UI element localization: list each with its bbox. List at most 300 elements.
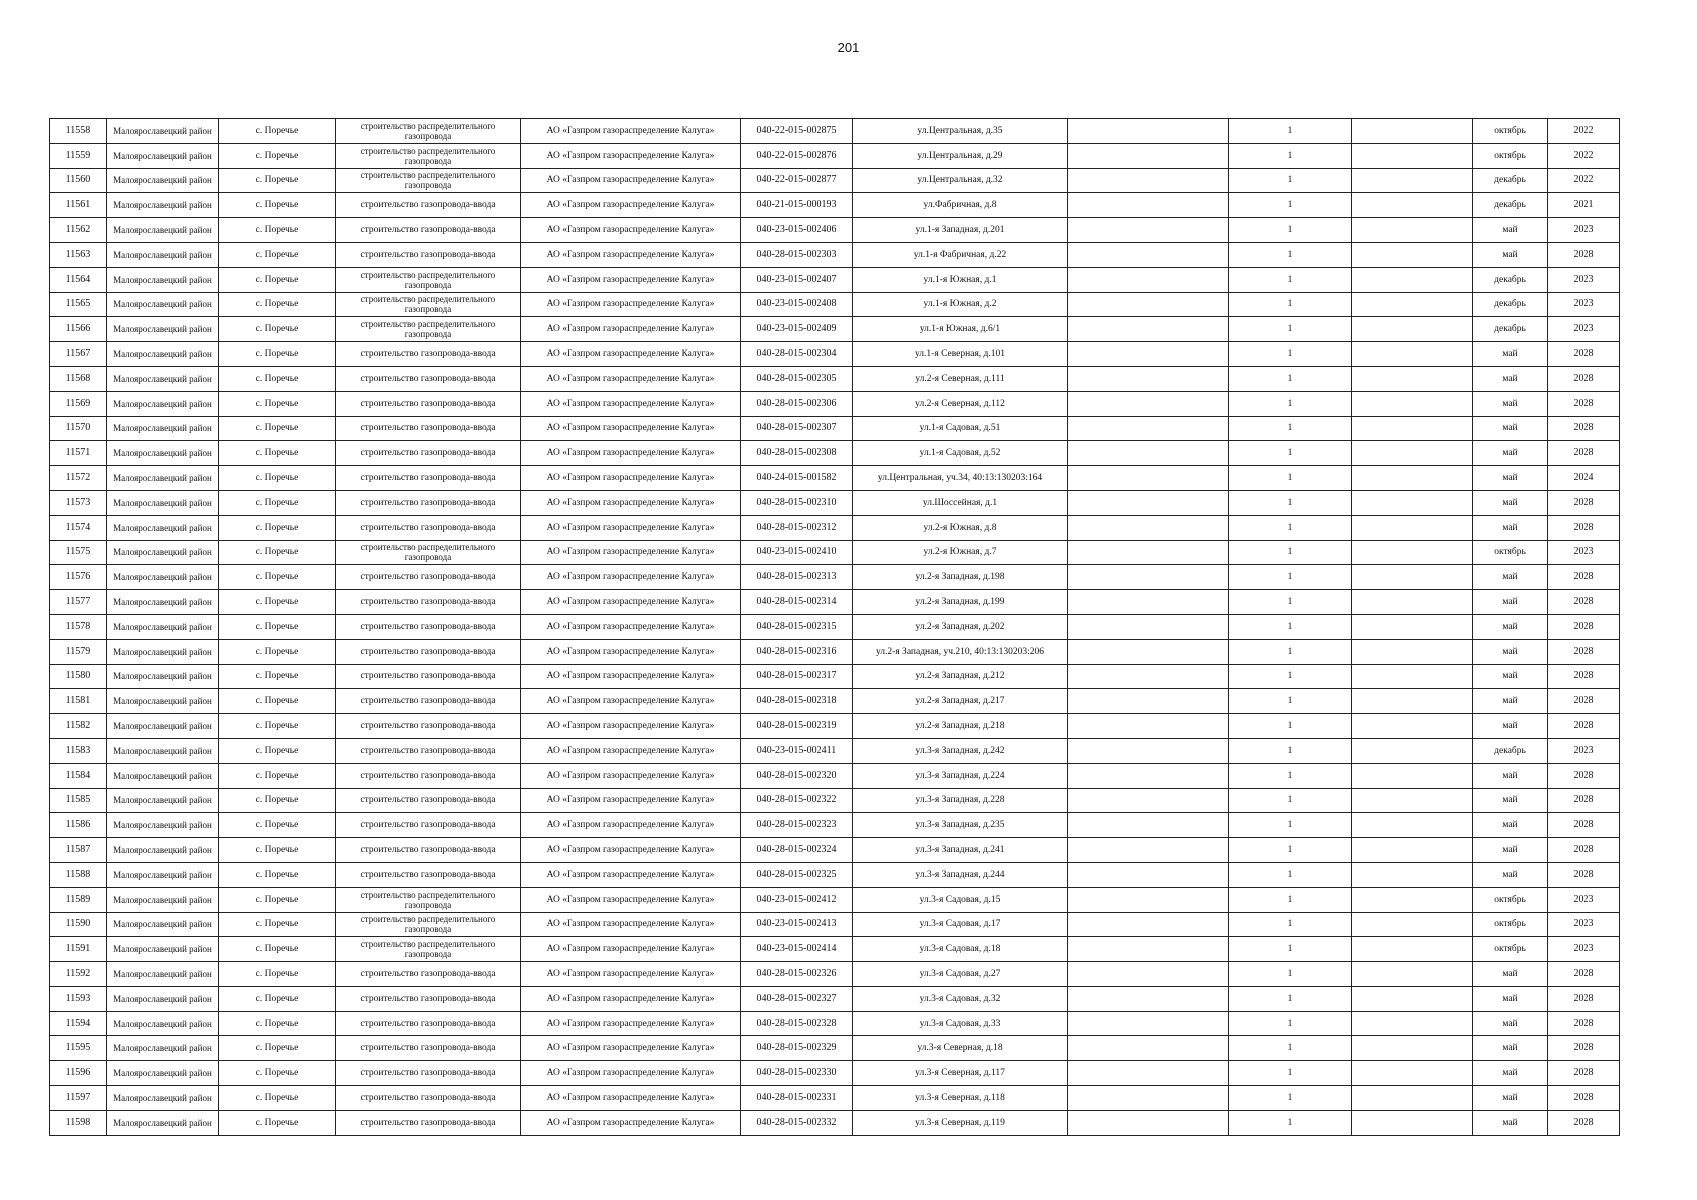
settlement-cell: с. Поречье — [219, 416, 336, 441]
count-cell: 1 — [1229, 714, 1352, 739]
work-type-cell: строительство газопровода-ввода — [336, 962, 521, 987]
month-cell: октябрь — [1473, 540, 1548, 565]
year-cell: 2028 — [1548, 664, 1620, 689]
count-cell: 1 — [1229, 937, 1352, 962]
organization-cell: АО «Газпром газораспределение Калуга» — [521, 342, 741, 367]
count-cell: 1 — [1229, 540, 1352, 565]
organization-cell: АО «Газпром газораспределение Калуга» — [521, 664, 741, 689]
organization-cell: АО «Газпром газораспределение Калуга» — [521, 119, 741, 144]
district-cell: Малоярославецкий район — [107, 912, 219, 937]
year-cell: 2023 — [1548, 937, 1620, 962]
district-cell: Малоярославецкий район — [107, 119, 219, 144]
work-type-cell: строительство газопровода-ввода — [336, 366, 521, 391]
empty-column-2-cell — [1352, 218, 1473, 243]
settlement-cell: с. Поречье — [219, 391, 336, 416]
row-number-cell: 11597 — [50, 1086, 107, 1111]
address-cell: ул.1-я Южная, д.2 — [853, 292, 1068, 317]
settlement-cell: с. Поречье — [219, 466, 336, 491]
year-cell: 2028 — [1548, 862, 1620, 887]
district-cell: Малоярославецкий район — [107, 1011, 219, 1036]
count-cell: 1 — [1229, 986, 1352, 1011]
count-cell: 1 — [1229, 1110, 1352, 1135]
application-number-cell: 040-23-015-002409 — [741, 317, 853, 342]
empty-column-2-cell — [1352, 813, 1473, 838]
settlement-cell: с. Поречье — [219, 937, 336, 962]
district-cell: Малоярославецкий район — [107, 862, 219, 887]
row-number-cell: 11576 — [50, 565, 107, 590]
count-cell: 1 — [1229, 614, 1352, 639]
organization-cell: АО «Газпром газораспределение Калуга» — [521, 614, 741, 639]
organization-cell: АО «Газпром газораспределение Калуга» — [521, 738, 741, 763]
application-number-cell: 040-22-015-002877 — [741, 168, 853, 193]
year-cell: 2028 — [1548, 1110, 1620, 1135]
table-row — [50, 565, 1620, 590]
row-number-cell: 11591 — [50, 937, 107, 962]
address-cell: ул.Центральная, д.29 — [853, 143, 1068, 168]
count-cell: 1 — [1229, 912, 1352, 937]
work-type-cell: строительство газопровода-ввода — [336, 986, 521, 1011]
address-cell: ул.2-я Северная, д.111 — [853, 366, 1068, 391]
application-number-cell: 040-28-015-002315 — [741, 614, 853, 639]
settlement-cell: с. Поречье — [219, 1110, 336, 1135]
month-cell: май — [1473, 466, 1548, 491]
row-number-cell: 11561 — [50, 193, 107, 218]
month-cell: май — [1473, 614, 1548, 639]
count-cell: 1 — [1229, 342, 1352, 367]
empty-column-2-cell — [1352, 986, 1473, 1011]
settlement-cell: с. Поречье — [219, 639, 336, 664]
application-number-cell: 040-22-015-002876 — [741, 143, 853, 168]
settlement-cell: с. Поречье — [219, 540, 336, 565]
settlement-cell: с. Поречье — [219, 788, 336, 813]
organization-cell: АО «Газпром газораспределение Калуга» — [521, 540, 741, 565]
empty-column-2-cell — [1352, 614, 1473, 639]
year-cell: 2028 — [1548, 490, 1620, 515]
empty-column-2-cell — [1352, 193, 1473, 218]
empty-column-cell — [1068, 168, 1229, 193]
empty-column-2-cell — [1352, 143, 1473, 168]
year-cell: 2023 — [1548, 292, 1620, 317]
empty-column-cell — [1068, 242, 1229, 267]
district-cell: Малоярославецкий район — [107, 887, 219, 912]
organization-cell: АО «Газпром газораспределение Калуга» — [521, 490, 741, 515]
month-cell: май — [1473, 1036, 1548, 1061]
year-cell: 2028 — [1548, 391, 1620, 416]
empty-column-2-cell — [1352, 763, 1473, 788]
district-cell: Малоярославецкий район — [107, 490, 219, 515]
empty-column-2-cell — [1352, 466, 1473, 491]
empty-column-2-cell — [1352, 738, 1473, 763]
row-number-cell: 11569 — [50, 391, 107, 416]
application-number-cell: 040-23-015-002407 — [741, 267, 853, 292]
row-number-cell: 11585 — [50, 788, 107, 813]
row-number-cell: 11563 — [50, 242, 107, 267]
empty-column-cell — [1068, 788, 1229, 813]
settlement-cell: с. Поречье — [219, 342, 336, 367]
district-cell: Малоярославецкий район — [107, 218, 219, 243]
year-cell: 2023 — [1548, 267, 1620, 292]
application-number-cell: 040-28-015-002325 — [741, 862, 853, 887]
row-number-cell: 11565 — [50, 292, 107, 317]
address-cell: ул.1-я Западная, д.201 — [853, 218, 1068, 243]
district-cell: Малоярославецкий район — [107, 937, 219, 962]
empty-column-2-cell — [1352, 689, 1473, 714]
month-cell: май — [1473, 838, 1548, 863]
row-number-cell: 11582 — [50, 714, 107, 739]
organization-cell: АО «Газпром газораспределение Калуга» — [521, 838, 741, 863]
year-cell: 2028 — [1548, 788, 1620, 813]
empty-column-2-cell — [1352, 1011, 1473, 1036]
organization-cell: АО «Газпром газораспределение Калуга» — [521, 416, 741, 441]
settlement-cell: с. Поречье — [219, 763, 336, 788]
year-cell: 2028 — [1548, 986, 1620, 1011]
district-cell: Малоярославецкий район — [107, 242, 219, 267]
application-number-cell: 040-28-015-002324 — [741, 838, 853, 863]
count-cell: 1 — [1229, 366, 1352, 391]
month-cell: май — [1473, 1011, 1548, 1036]
row-number-cell: 11573 — [50, 490, 107, 515]
month-cell: май — [1473, 1061, 1548, 1086]
district-cell: Малоярославецкий район — [107, 391, 219, 416]
empty-column-2-cell — [1352, 342, 1473, 367]
organization-cell: АО «Газпром газораспределение Калуга» — [521, 1110, 741, 1135]
year-cell: 2028 — [1548, 590, 1620, 615]
empty-column-cell — [1068, 689, 1229, 714]
empty-column-2-cell — [1352, 962, 1473, 987]
count-cell: 1 — [1229, 639, 1352, 664]
year-cell: 2028 — [1548, 689, 1620, 714]
address-cell: ул.1-я Южная, д.6/1 — [853, 317, 1068, 342]
table-body — [50, 119, 1620, 1136]
row-number-cell: 11559 — [50, 143, 107, 168]
count-cell: 1 — [1229, 1086, 1352, 1111]
application-number-cell: 040-21-015-000193 — [741, 193, 853, 218]
organization-cell: АО «Газпром газораспределение Калуга» — [521, 763, 741, 788]
year-cell: 2022 — [1548, 143, 1620, 168]
empty-column-cell — [1068, 540, 1229, 565]
application-number-cell: 040-28-015-002314 — [741, 590, 853, 615]
empty-column-cell — [1068, 714, 1229, 739]
work-type-cell: строительство газопровода-ввода — [336, 714, 521, 739]
settlement-cell: с. Поречье — [219, 738, 336, 763]
settlement-cell: с. Поречье — [219, 292, 336, 317]
settlement-cell: с. Поречье — [219, 664, 336, 689]
row-number-cell: 11596 — [50, 1061, 107, 1086]
table-row — [50, 912, 1620, 937]
district-cell: Малоярославецкий район — [107, 639, 219, 664]
empty-column-cell — [1068, 292, 1229, 317]
empty-column-cell — [1068, 962, 1229, 987]
month-cell: май — [1473, 515, 1548, 540]
address-cell: ул.Центральная, д.35 — [853, 119, 1068, 144]
settlement-cell: с. Поречье — [219, 1011, 336, 1036]
count-cell: 1 — [1229, 1036, 1352, 1061]
count-cell: 1 — [1229, 838, 1352, 863]
empty-column-cell — [1068, 1011, 1229, 1036]
address-cell: ул.2-я Западная, д.198 — [853, 565, 1068, 590]
settlement-cell: с. Поречье — [219, 267, 336, 292]
empty-column-cell — [1068, 416, 1229, 441]
month-cell: октябрь — [1473, 937, 1548, 962]
work-type-cell: строительство газопровода-ввода — [336, 193, 521, 218]
organization-cell: АО «Газпром газораспределение Калуга» — [521, 962, 741, 987]
empty-column-cell — [1068, 763, 1229, 788]
row-number-cell: 11568 — [50, 366, 107, 391]
application-number-cell: 040-28-015-002331 — [741, 1086, 853, 1111]
application-number-cell: 040-28-015-002310 — [741, 490, 853, 515]
organization-cell: АО «Газпром газораспределение Калуга» — [521, 168, 741, 193]
work-type-cell: строительство распределительного газопровода — [336, 119, 521, 144]
table-row — [50, 962, 1620, 987]
work-type-cell: строительство газопровода-ввода — [336, 441, 521, 466]
empty-column-2-cell — [1352, 168, 1473, 193]
count-cell: 1 — [1229, 962, 1352, 987]
row-number-cell: 11579 — [50, 639, 107, 664]
empty-column-cell — [1068, 466, 1229, 491]
year-cell: 2023 — [1548, 887, 1620, 912]
organization-cell: АО «Газпром газораспределение Калуга» — [521, 218, 741, 243]
address-cell: ул.2-я Западная, д.199 — [853, 590, 1068, 615]
settlement-cell: с. Поречье — [219, 242, 336, 267]
table-row — [50, 788, 1620, 813]
district-cell: Малоярославецкий район — [107, 540, 219, 565]
work-type-cell: строительство газопровода-ввода — [336, 565, 521, 590]
address-cell: ул.2-я Западная, д.212 — [853, 664, 1068, 689]
application-number-cell: 040-22-015-002875 — [741, 119, 853, 144]
year-cell: 2028 — [1548, 1061, 1620, 1086]
row-number-cell: 11593 — [50, 986, 107, 1011]
empty-column-2-cell — [1352, 937, 1473, 962]
application-number-cell: 040-23-015-002408 — [741, 292, 853, 317]
month-cell: май — [1473, 242, 1548, 267]
organization-cell: АО «Газпром газораспределение Калуга» — [521, 813, 741, 838]
row-number-cell: 11558 — [50, 119, 107, 144]
settlement-cell: с. Поречье — [219, 193, 336, 218]
table-row — [50, 838, 1620, 863]
work-type-cell: строительство газопровода-ввода — [336, 466, 521, 491]
year-cell: 2028 — [1548, 416, 1620, 441]
month-cell: май — [1473, 689, 1548, 714]
year-cell: 2028 — [1548, 763, 1620, 788]
count-cell: 1 — [1229, 565, 1352, 590]
work-type-cell: строительство газопровода-ввода — [336, 813, 521, 838]
organization-cell: АО «Газпром газораспределение Калуга» — [521, 515, 741, 540]
year-cell: 2022 — [1548, 119, 1620, 144]
month-cell: май — [1473, 441, 1548, 466]
count-cell: 1 — [1229, 416, 1352, 441]
application-number-cell: 040-28-015-002312 — [741, 515, 853, 540]
address-cell: ул.3-я Садовая, д.15 — [853, 887, 1068, 912]
work-type-cell: строительство газопровода-ввода — [336, 738, 521, 763]
application-number-cell: 040-28-015-002322 — [741, 788, 853, 813]
empty-column-2-cell — [1352, 664, 1473, 689]
district-cell: Малоярославецкий район — [107, 714, 219, 739]
work-type-cell: строительство газопровода-ввода — [336, 788, 521, 813]
empty-column-2-cell — [1352, 862, 1473, 887]
table-row — [50, 1036, 1620, 1061]
count-cell: 1 — [1229, 168, 1352, 193]
application-number-cell: 040-28-015-002327 — [741, 986, 853, 1011]
empty-column-2-cell — [1352, 590, 1473, 615]
month-cell: октябрь — [1473, 143, 1548, 168]
address-cell: ул.2-я Северная, д.112 — [853, 391, 1068, 416]
row-number-cell: 11574 — [50, 515, 107, 540]
empty-column-cell — [1068, 1036, 1229, 1061]
table-row — [50, 143, 1620, 168]
application-number-cell: 040-23-015-002406 — [741, 218, 853, 243]
month-cell: май — [1473, 986, 1548, 1011]
empty-column-2-cell — [1352, 1086, 1473, 1111]
table-row — [50, 242, 1620, 267]
district-cell: Малоярославецкий район — [107, 292, 219, 317]
month-cell: май — [1473, 366, 1548, 391]
work-type-cell: строительство распределительного газопровода — [336, 168, 521, 193]
row-number-cell: 11578 — [50, 614, 107, 639]
row-number-cell: 11564 — [50, 267, 107, 292]
month-cell: декабрь — [1473, 193, 1548, 218]
table-row — [50, 862, 1620, 887]
work-type-cell: строительство распределительного газопровода — [336, 292, 521, 317]
year-cell: 2028 — [1548, 1086, 1620, 1111]
organization-cell: АО «Газпром газораспределение Калуга» — [521, 242, 741, 267]
empty-column-cell — [1068, 1086, 1229, 1111]
count-cell: 1 — [1229, 738, 1352, 763]
empty-column-cell — [1068, 838, 1229, 863]
address-cell: ул.Шоссейная, д.1 — [853, 490, 1068, 515]
application-number-cell: 040-23-015-002413 — [741, 912, 853, 937]
address-cell: ул.3-я Садовая, д.32 — [853, 986, 1068, 1011]
empty-column-cell — [1068, 267, 1229, 292]
organization-cell: АО «Газпром газораспределение Калуга» — [521, 862, 741, 887]
table-row — [50, 1011, 1620, 1036]
empty-column-2-cell — [1352, 1110, 1473, 1135]
month-cell: декабрь — [1473, 317, 1548, 342]
month-cell: май — [1473, 664, 1548, 689]
district-cell: Малоярославецкий район — [107, 763, 219, 788]
empty-column-cell — [1068, 986, 1229, 1011]
application-number-cell: 040-23-015-002412 — [741, 887, 853, 912]
row-number-cell: 11592 — [50, 962, 107, 987]
district-cell: Малоярославецкий район — [107, 193, 219, 218]
table-row — [50, 267, 1620, 292]
application-number-cell: 040-28-015-002320 — [741, 763, 853, 788]
work-type-cell: строительство газопровода-ввода — [336, 490, 521, 515]
district-cell: Малоярославецкий район — [107, 1110, 219, 1135]
district-cell: Малоярославецкий район — [107, 813, 219, 838]
work-type-cell: строительство газопровода-ввода — [336, 242, 521, 267]
row-number-cell: 11586 — [50, 813, 107, 838]
table-row — [50, 738, 1620, 763]
organization-cell: АО «Газпром газораспределение Калуга» — [521, 912, 741, 937]
count-cell: 1 — [1229, 590, 1352, 615]
empty-column-cell — [1068, 887, 1229, 912]
year-cell: 2028 — [1548, 242, 1620, 267]
settlement-cell: с. Поречье — [219, 887, 336, 912]
empty-column-2-cell — [1352, 788, 1473, 813]
table-row — [50, 342, 1620, 367]
count-cell: 1 — [1229, 1061, 1352, 1086]
table-row — [50, 763, 1620, 788]
district-cell: Малоярославецкий район — [107, 788, 219, 813]
application-number-cell: 040-23-015-002414 — [741, 937, 853, 962]
year-cell: 2021 — [1548, 193, 1620, 218]
work-type-cell: строительство газопровода-ввода — [336, 1110, 521, 1135]
month-cell: май — [1473, 416, 1548, 441]
address-cell: ул.3-я Западная, д.235 — [853, 813, 1068, 838]
empty-column-cell — [1068, 639, 1229, 664]
month-cell: декабрь — [1473, 267, 1548, 292]
table-row — [50, 416, 1620, 441]
empty-column-2-cell — [1352, 714, 1473, 739]
address-cell: ул.2-я Западная, д.218 — [853, 714, 1068, 739]
count-cell: 1 — [1229, 466, 1352, 491]
address-cell: ул.3-я Садовая, д.27 — [853, 962, 1068, 987]
address-cell: ул.3-я Северная, д.119 — [853, 1110, 1068, 1135]
address-cell: ул.3-я Садовая, д.33 — [853, 1011, 1068, 1036]
table-row — [50, 168, 1620, 193]
work-type-cell: строительство газопровода-ввода — [336, 862, 521, 887]
gasification-table — [49, 118, 1620, 1136]
table-row — [50, 639, 1620, 664]
address-cell: ул.3-я Западная, д.241 — [853, 838, 1068, 863]
table-row — [50, 391, 1620, 416]
settlement-cell: с. Поречье — [219, 912, 336, 937]
table-row — [50, 317, 1620, 342]
year-cell: 2028 — [1548, 342, 1620, 367]
year-cell: 2028 — [1548, 614, 1620, 639]
table-row — [50, 490, 1620, 515]
address-cell: ул.3-я Северная, д.117 — [853, 1061, 1068, 1086]
row-number-cell: 11567 — [50, 342, 107, 367]
year-cell: 2023 — [1548, 317, 1620, 342]
settlement-cell: с. Поречье — [219, 565, 336, 590]
address-cell: ул.3-я Садовая, д.18 — [853, 937, 1068, 962]
work-type-cell: строительство газопровода-ввода — [336, 342, 521, 367]
year-cell: 2028 — [1548, 962, 1620, 987]
settlement-cell: с. Поречье — [219, 962, 336, 987]
month-cell: октябрь — [1473, 119, 1548, 144]
work-type-cell: строительство распределительного газопровода — [336, 317, 521, 342]
row-number-cell: 11587 — [50, 838, 107, 863]
table-row — [50, 887, 1620, 912]
month-cell: октябрь — [1473, 887, 1548, 912]
month-cell: декабрь — [1473, 738, 1548, 763]
district-cell: Малоярославецкий район — [107, 441, 219, 466]
month-cell: май — [1473, 788, 1548, 813]
settlement-cell: с. Поречье — [219, 862, 336, 887]
year-cell: 2023 — [1548, 912, 1620, 937]
work-type-cell: строительство распределительного газопровода — [336, 540, 521, 565]
year-cell: 2023 — [1548, 738, 1620, 763]
district-cell: Малоярославецкий район — [107, 168, 219, 193]
address-cell: ул.1-я Южная, д.1 — [853, 267, 1068, 292]
organization-cell: АО «Газпром газораспределение Калуга» — [521, 639, 741, 664]
count-cell: 1 — [1229, 515, 1352, 540]
empty-column-cell — [1068, 441, 1229, 466]
district-cell: Малоярославецкий район — [107, 986, 219, 1011]
month-cell: май — [1473, 590, 1548, 615]
table-row — [50, 193, 1620, 218]
settlement-cell: с. Поречье — [219, 1036, 336, 1061]
application-number-cell: 040-28-015-002326 — [741, 962, 853, 987]
organization-cell: АО «Газпром газораспределение Калуга» — [521, 937, 741, 962]
table-row — [50, 119, 1620, 144]
year-cell: 2028 — [1548, 515, 1620, 540]
settlement-cell: с. Поречье — [219, 813, 336, 838]
organization-cell: АО «Газпром газораспределение Калуга» — [521, 590, 741, 615]
settlement-cell: с. Поречье — [219, 515, 336, 540]
empty-column-2-cell — [1352, 490, 1473, 515]
